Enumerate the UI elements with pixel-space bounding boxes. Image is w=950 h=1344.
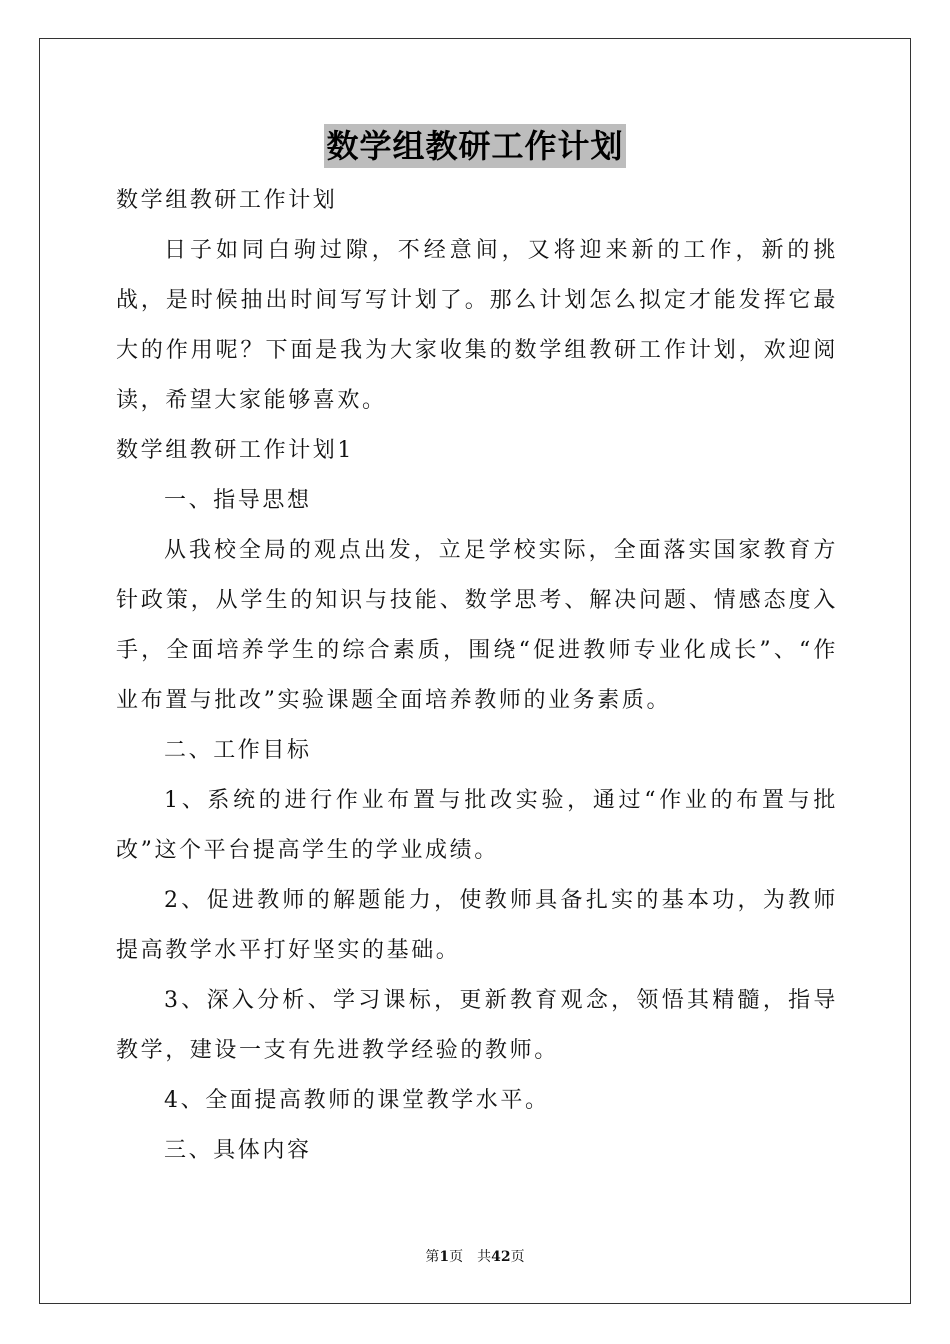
- title-block: [0, 124, 950, 168]
- paragraph: 从我校全局的观点出发，立足学校实际，全面落实国家教育方针政策，从学生的知识与技能、数学思考、解决问题、情感态度入手，全面培养学生的综合素质，围绕“促进教师专业化成长”、“作业布置与批改”实验课题全面培养教师的业务素质。: [116, 538, 838, 713]
- document-title: 数学组教研工作计划: [324, 124, 625, 168]
- section-heading: 三、具体内容: [164, 1138, 312, 1163]
- page-number: 1: [439, 1249, 450, 1265]
- total-pages: 42: [491, 1249, 511, 1265]
- page-prefix: 第: [425, 1249, 440, 1265]
- list-item: 4、全面提高教师的课堂教学水平。: [164, 1088, 550, 1113]
- total-prefix: 共: [477, 1249, 492, 1265]
- document-body: [116, 176, 838, 1176]
- paragraph: 日子如同白驹过隙，不经意间，又将迎来新的工作，新的挑战，是时候抽出时间写写计划了。那么计划怎么拟定才能发挥它最大的作用呢？下面是我为大家收集的数学组教研工作计划，欢迎阅读，希望大家能够喜欢。: [116, 238, 838, 413]
- paragraph: 数学组教研工作计划: [116, 188, 338, 213]
- section-heading: 一、指导思想: [164, 488, 312, 513]
- list-item: 3、深入分析、学习课标，更新教育观念，领悟其精髓，指导教学，建设一支有先进教学经验的教师。: [116, 988, 838, 1063]
- total-suffix: 页: [510, 1249, 525, 1265]
- section-heading: 二、工作目标: [164, 738, 312, 763]
- page-footer: [0, 1246, 950, 1266]
- list-item: 1、系统的进行作业布置与批改实验，通过“作业的布置与批改”这个平台提高学生的学业成绩。: [116, 788, 838, 863]
- page-suffix: 页: [449, 1249, 464, 1265]
- paragraph: 数学组教研工作计划1: [116, 438, 354, 463]
- list-item: 2、促进教师的解题能力，使教师具备扎实的基本功，为教师提高教学水平打好坚实的基础。: [116, 888, 838, 963]
